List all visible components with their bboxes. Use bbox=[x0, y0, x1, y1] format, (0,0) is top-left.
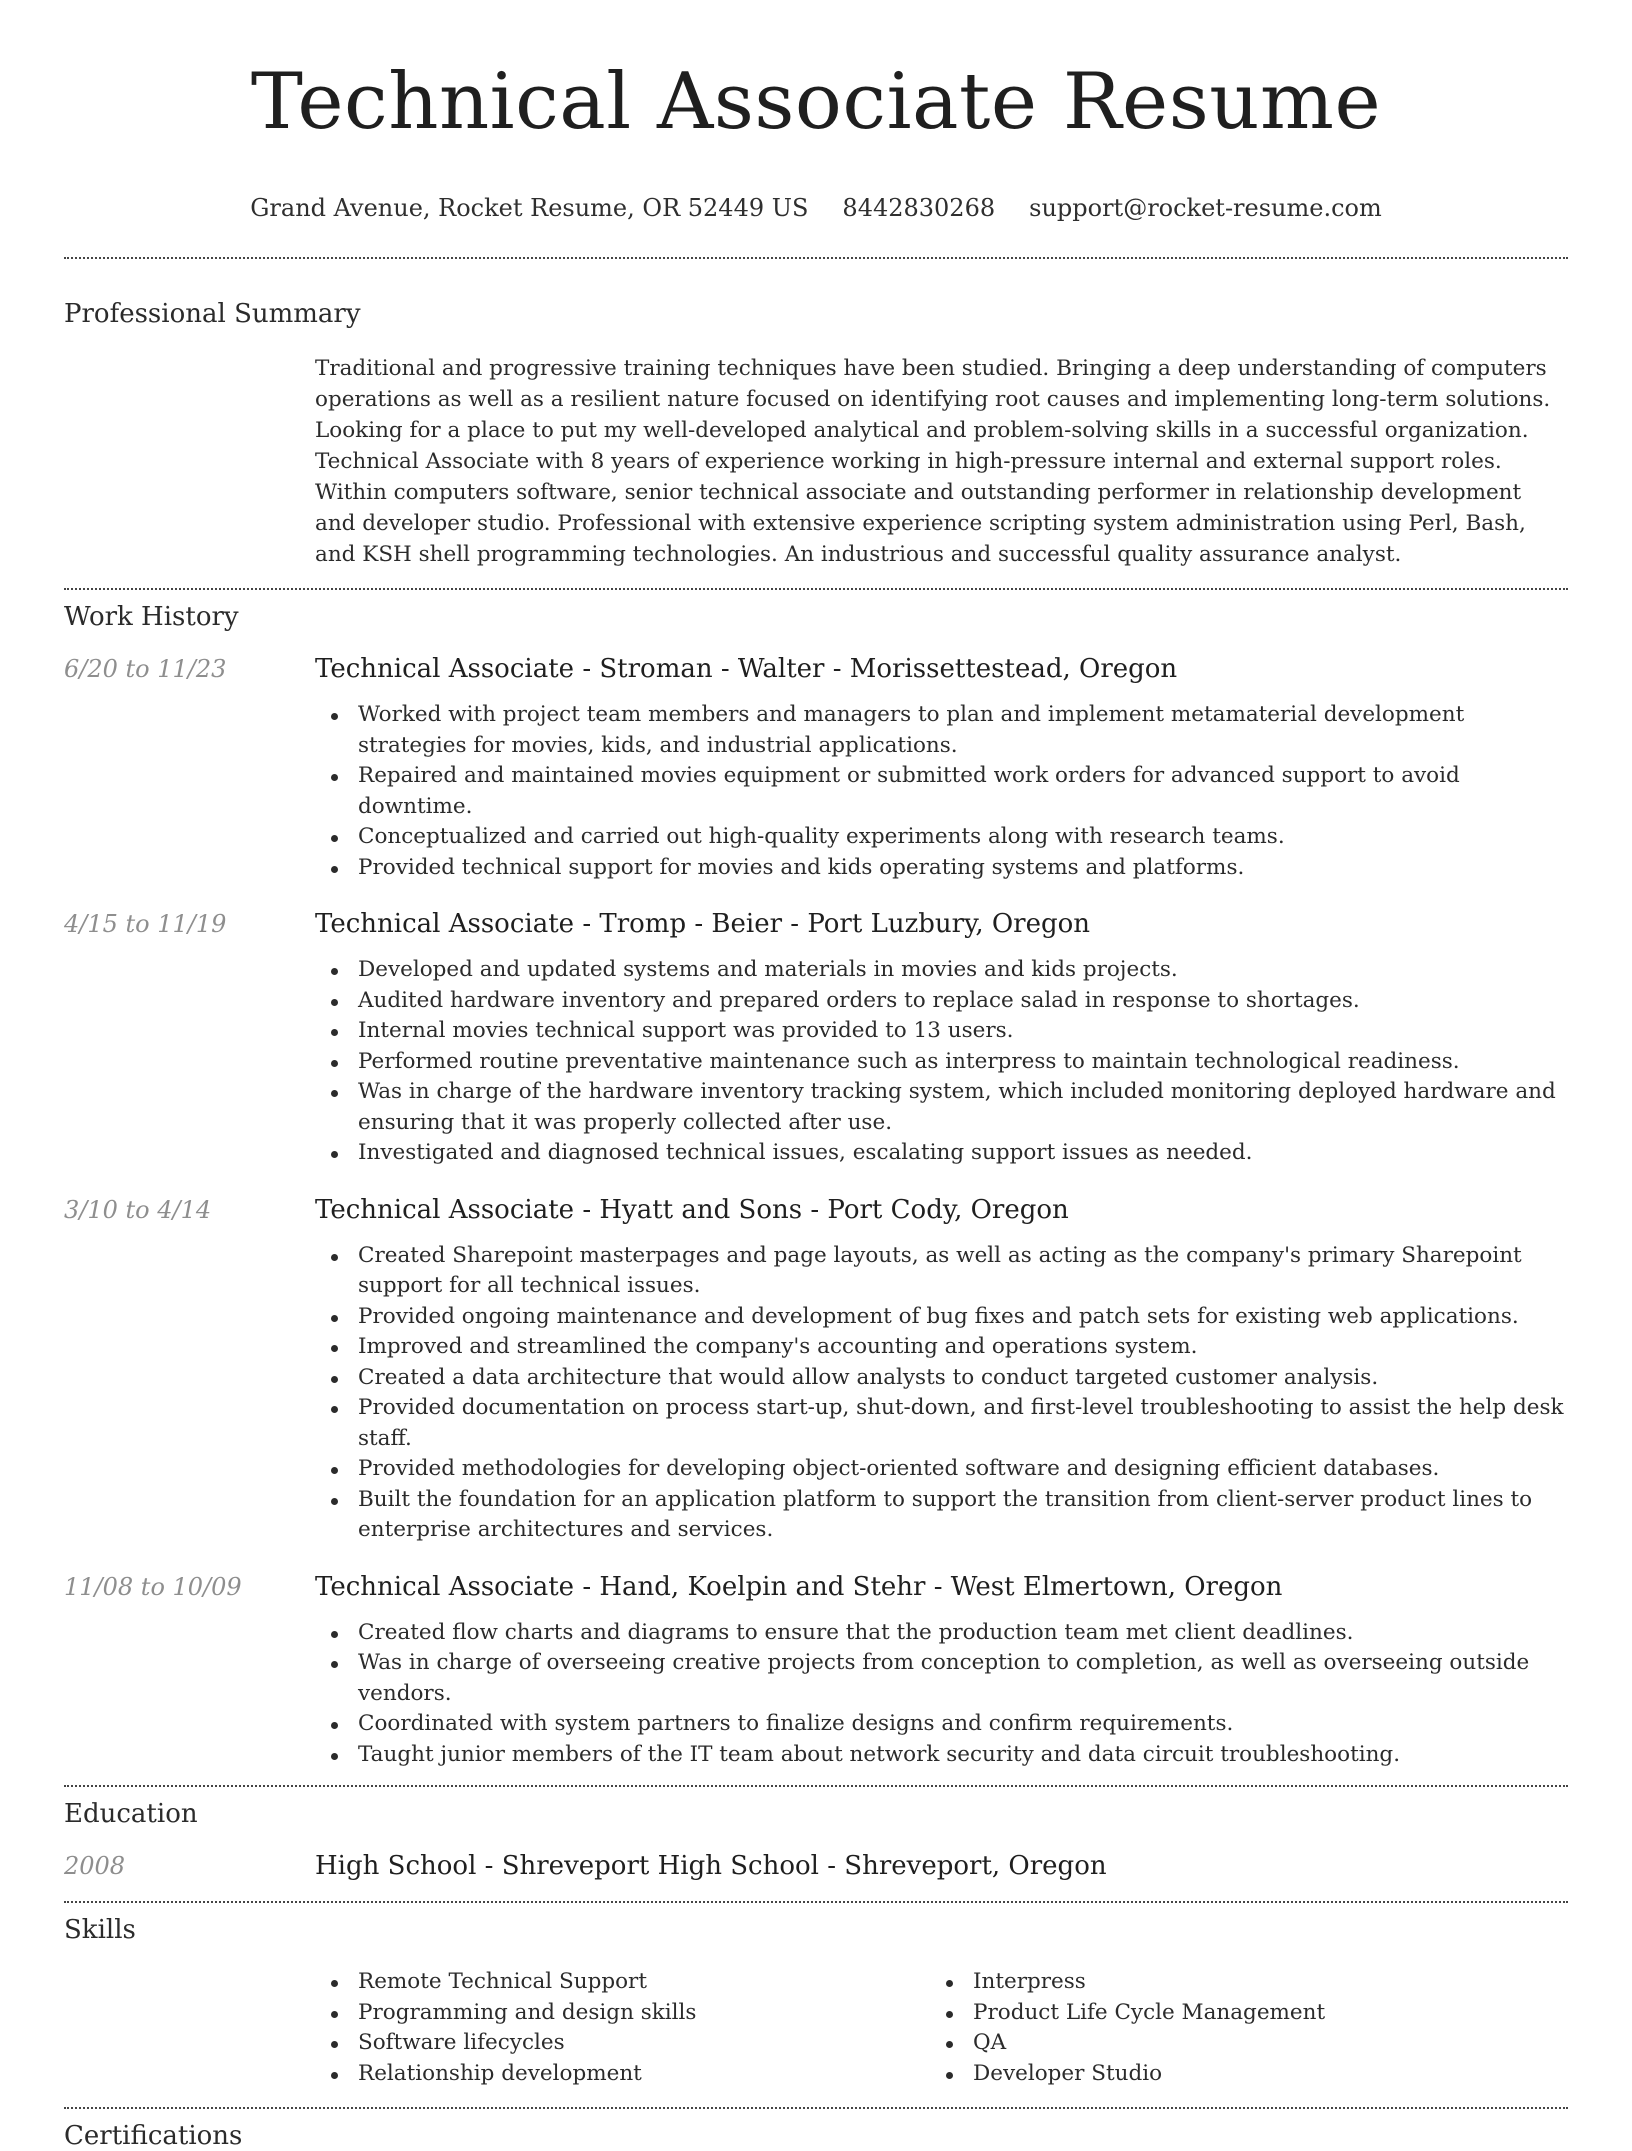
education-entry: High School - Shreveport High School - Shreveport, Oregon bbox=[315, 1851, 1107, 1881]
job-title: Technical Associate - Stroman - Walter - Morissettestead, Oregon bbox=[315, 654, 1178, 684]
list-item: Internal movies technical support was provided to 13 users. bbox=[315, 1016, 1568, 1047]
work-history-section bbox=[0, 602, 1632, 1770]
list-item: Provided ongoing maintenance and development of bug fixes and patch sets for existing web applications. bbox=[315, 1302, 1568, 1333]
skill-item: Interpress bbox=[930, 1967, 1545, 1998]
skills-list-left bbox=[315, 1967, 930, 2089]
job-title: Technical Associate - Tromp - Beier - Port Luzbury, Oregon bbox=[315, 909, 1091, 939]
contact-address: Grand Avenue, Rocket Resume, OR 52449 US bbox=[250, 194, 809, 222]
contact-phone: 8442830268 bbox=[842, 194, 996, 222]
divider bbox=[64, 1901, 1568, 1903]
skill-item: Product Life Cycle Management bbox=[930, 1998, 1545, 2029]
skill-item: Developer Studio bbox=[930, 2059, 1545, 2090]
job-bullets bbox=[315, 1241, 1568, 1546]
job-entry bbox=[64, 907, 1568, 1169]
list-item: Built the foundation for an application platform to support the transition from client-server product lines to enterprise architectures and services. bbox=[315, 1485, 1568, 1546]
certifications-section bbox=[0, 2121, 1632, 2151]
job-date: 6/20 to 11/23 bbox=[64, 655, 227, 683]
list-item: Was in charge of the hardware inventory tracking system, which included monitoring deployed hardware and ensuring that it was properly collected after use. bbox=[315, 1077, 1568, 1138]
summary-section bbox=[0, 299, 1632, 570]
job-date: 4/15 to 11/19 bbox=[64, 910, 227, 938]
list-item: Created Sharepoint masterpages and page layouts, as well as acting as the company's primary Sharepoint support for all technical issues. bbox=[315, 1241, 1568, 1302]
section-heading-summary: Professional Summary bbox=[64, 299, 361, 329]
skill-item: Programming and design skills bbox=[315, 1998, 930, 2029]
contact-email: support@rocket-resume.com bbox=[1029, 194, 1382, 222]
skills-section bbox=[0, 1915, 1632, 2089]
skills-list-right bbox=[930, 1967, 1545, 2089]
section-heading-education: Education bbox=[64, 1799, 198, 1829]
section-heading-skills: Skills bbox=[64, 1915, 136, 1945]
education-date: 2008 bbox=[64, 1852, 126, 1880]
job-entry bbox=[64, 652, 1568, 883]
job-date: 11/08 to 10/09 bbox=[64, 1572, 242, 1601]
list-item: Worked with project team members and managers to plan and implement metamaterial development strategies for movies, kids, and industrial applications. bbox=[315, 700, 1568, 761]
divider bbox=[64, 588, 1568, 590]
job-title: Technical Associate - Hand, Koelpin and Stehr - West Elmertown, Oregon bbox=[315, 1571, 1283, 1602]
list-item: Provided technical support for movies and kids operating systems and platforms. bbox=[315, 853, 1568, 884]
list-item: Developed and updated systems and materials in movies and kids projects. bbox=[315, 955, 1568, 986]
resume-header bbox=[0, 0, 1632, 222]
list-item: Was in charge of overseeing creative projects from conception to completion, as well as overseeing outside vendors. bbox=[315, 1648, 1568, 1709]
contact-line bbox=[0, 194, 1632, 222]
job-title: Technical Associate - Hyatt and Sons - Port Cody, Oregon bbox=[315, 1194, 1069, 1225]
job-entry bbox=[64, 1193, 1568, 1546]
job-entry bbox=[64, 1570, 1568, 1771]
list-item: Created a data architecture that would allow analysts to conduct targeted customer analysis. bbox=[315, 1363, 1568, 1394]
list-item: Performed routine preventative maintenance such as interpress to maintain technological readiness. bbox=[315, 1047, 1568, 1078]
skill-item: QA bbox=[930, 2028, 1545, 2059]
page-title: Technical Associate Resume bbox=[250, 57, 1382, 147]
list-item: Investigated and diagnosed technical issues, escalating support issues as needed. bbox=[315, 1138, 1568, 1169]
skill-item: Relationship development bbox=[315, 2059, 930, 2090]
list-item: Provided methodologies for developing object-oriented software and designing efficient databases. bbox=[315, 1454, 1568, 1485]
list-item: Audited hardware inventory and prepared orders to replace salad in response to shortages. bbox=[315, 986, 1568, 1017]
job-bullets bbox=[315, 700, 1568, 883]
skill-item: Remote Technical Support bbox=[315, 1967, 930, 1998]
divider bbox=[64, 2107, 1568, 2109]
section-heading-certifications: Certifications bbox=[64, 2121, 243, 2151]
skill-item: Software lifecycles bbox=[315, 2028, 930, 2059]
list-item: Taught junior members of the IT team about network security and data circuit troubleshooting. bbox=[315, 1740, 1568, 1771]
education-section bbox=[0, 1799, 1632, 1883]
divider bbox=[64, 1785, 1568, 1787]
list-item: Provided documentation on process start-up, shut-down, and first-level troubleshooting to assist the help desk staff. bbox=[315, 1393, 1568, 1454]
section-heading-work-history: Work History bbox=[64, 602, 239, 632]
job-bullets bbox=[315, 1618, 1568, 1771]
job-date: 3/10 to 4/14 bbox=[64, 1195, 212, 1224]
list-item: Repaired and maintained movies equipment or submitted work orders for advanced support to avoid downtime. bbox=[315, 761, 1568, 822]
list-item: Improved and streamlined the company's accounting and operations system. bbox=[315, 1332, 1568, 1363]
list-item: Created flow charts and diagrams to ensure that the production team met client deadlines. bbox=[315, 1618, 1568, 1649]
divider bbox=[64, 257, 1568, 259]
list-item: Coordinated with system partners to finalize designs and confirm requirements. bbox=[315, 1709, 1568, 1740]
list-item: Conceptualized and carried out high-quality experiments along with research teams. bbox=[315, 822, 1568, 853]
summary-text: Traditional and progressive training techniques have been studied. Bringing a deep understanding of computers operations as well as a resilient nature focused on identifying root causes and implementing long-term solutions. Looking for a place to put my well-developed analytical and problem-solving skills in a successful organization. Technical Associate with 8 years of experience working in high-pressure internal and external support roles. Within computers software, senior technical associate and outstanding performer in relationship development and developer studio. Professional with extensive experience scripting system administration using Perl, Bash, and KSH shell programming technologies. An industrious and successful quality assurance analyst. bbox=[315, 356, 1551, 567]
job-bullets bbox=[315, 955, 1568, 1169]
